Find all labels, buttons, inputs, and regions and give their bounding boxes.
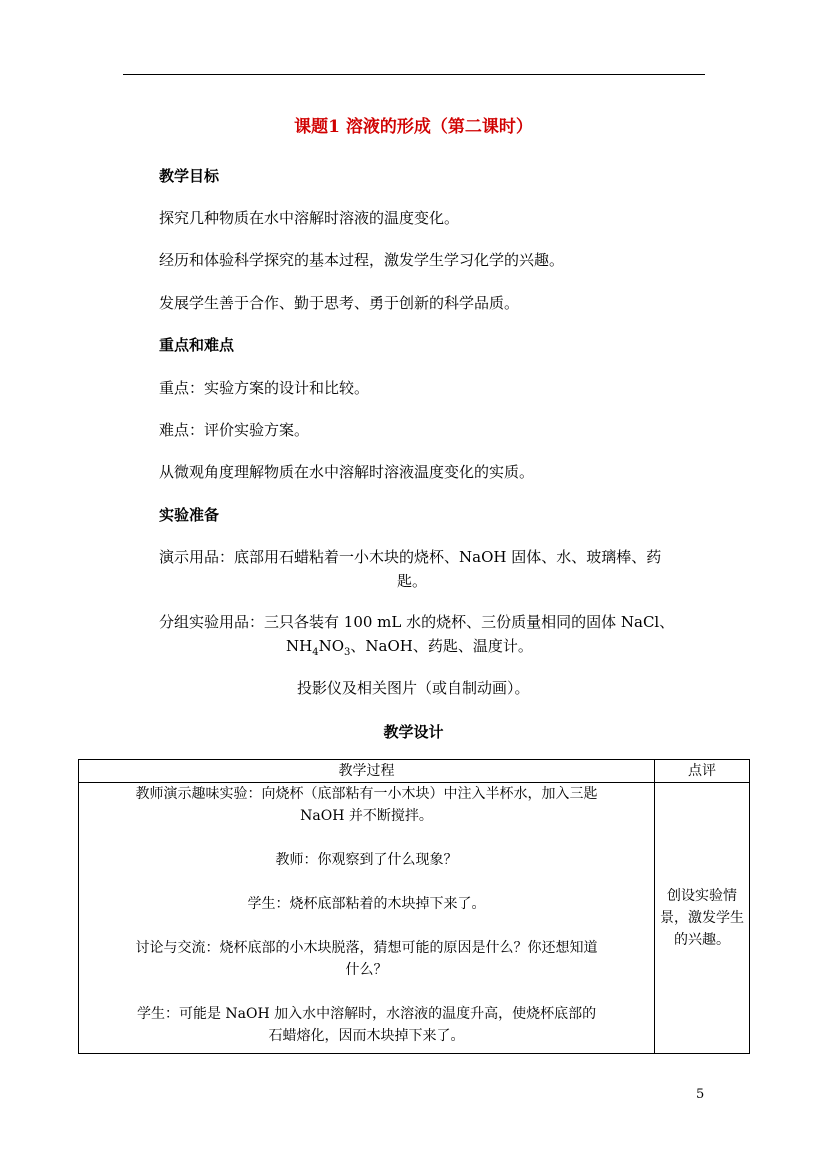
group-materials-line2 xyxy=(159,634,739,665)
formula-subscript: 3 xyxy=(344,647,351,658)
design-heading: 教学设计 xyxy=(383,723,444,741)
table-header-row xyxy=(79,760,750,783)
demo-materials-line2: 匙。 xyxy=(397,572,428,590)
keypoint-item: 重点：实验方案的设计和比较。 xyxy=(159,379,370,397)
process-line: 教师演示趣味实验：向烧杯（底部粘有一小木块）中注入半杯水，加入三匙 xyxy=(135,786,598,802)
header-process: 教学过程 xyxy=(79,760,655,783)
process-line: 石蜡熔化，因而木块掉下来了。 xyxy=(268,1028,465,1044)
process-line xyxy=(79,981,654,1003)
process-line: 学生：可能是 NaOH 加入水中溶解时，水溶液的温度升高，使烧杯底部的 xyxy=(136,1006,597,1022)
process-line: 学生：烧杯底部粘着的木块掉下来了。 xyxy=(247,896,486,912)
page-title: 课题1 溶液的形成（第二课时） xyxy=(294,117,533,137)
page-number: 5 xyxy=(696,1087,705,1102)
comment-line: 的兴趣。 xyxy=(674,932,731,948)
prep-heading: 实验准备 xyxy=(159,506,220,524)
process-line xyxy=(79,827,654,849)
formula-subscript: 4 xyxy=(312,647,319,658)
header-comment: 点评 xyxy=(655,760,750,783)
keypoint-item: 从微观角度理解物质在水中溶解时溶液温度变化的实质。 xyxy=(159,463,535,481)
process-line: NaOH 并不断搅拌。 xyxy=(300,808,433,824)
header-rule xyxy=(123,74,705,75)
group-materials xyxy=(159,610,739,665)
demo-materials-line1: 演示用品：底部用石蜡粘着一小木块的烧杯、NaOH 固体、水、玻璃棒、药 xyxy=(159,548,662,566)
lesson-table xyxy=(78,759,750,1054)
goal-item: 探究几种物质在水中溶解时溶液的温度变化。 xyxy=(159,209,460,227)
formula-part: NO xyxy=(318,637,345,655)
process-cell xyxy=(79,783,655,1054)
process-line: 教师：你观察到了什么现象？ xyxy=(275,852,458,868)
goal-item: 发展学生善于合作、勤于思考、勇于创新的科学品质。 xyxy=(159,294,520,312)
goal-item: 经历和体验科学探究的基本过程，激发学生学习化学的兴趣。 xyxy=(159,251,565,269)
comment-cell xyxy=(655,783,750,1054)
process-line: 讨论与交流：烧杯底部的小木块脱落，猜想可能的原因是什么？你还想知道 xyxy=(135,940,598,956)
group-materials-line1: 分组实验用品：三只各装有 100 mL 水的烧杯、三份质量相同的固体 NaCl、 xyxy=(159,613,675,631)
projector-item: 投影仪及相关图片（或自制动画）。 xyxy=(297,679,530,697)
table-row xyxy=(79,783,750,1054)
formula-part: 、NaOH、药匙、温度计。 xyxy=(350,637,533,655)
comment-line: 创设实验情 xyxy=(667,888,738,904)
formula-part: NH xyxy=(286,637,313,655)
comment-line: 景，激发学生 xyxy=(660,910,745,926)
demo-materials xyxy=(159,545,719,593)
process-line xyxy=(79,871,654,893)
keypoints-heading: 重点和难点 xyxy=(159,336,235,354)
goals-heading: 教学目标 xyxy=(159,167,220,185)
process-line: 什么？ xyxy=(345,962,388,978)
process-line xyxy=(79,915,654,937)
keypoint-item: 难点：评价实验方案。 xyxy=(159,421,310,439)
